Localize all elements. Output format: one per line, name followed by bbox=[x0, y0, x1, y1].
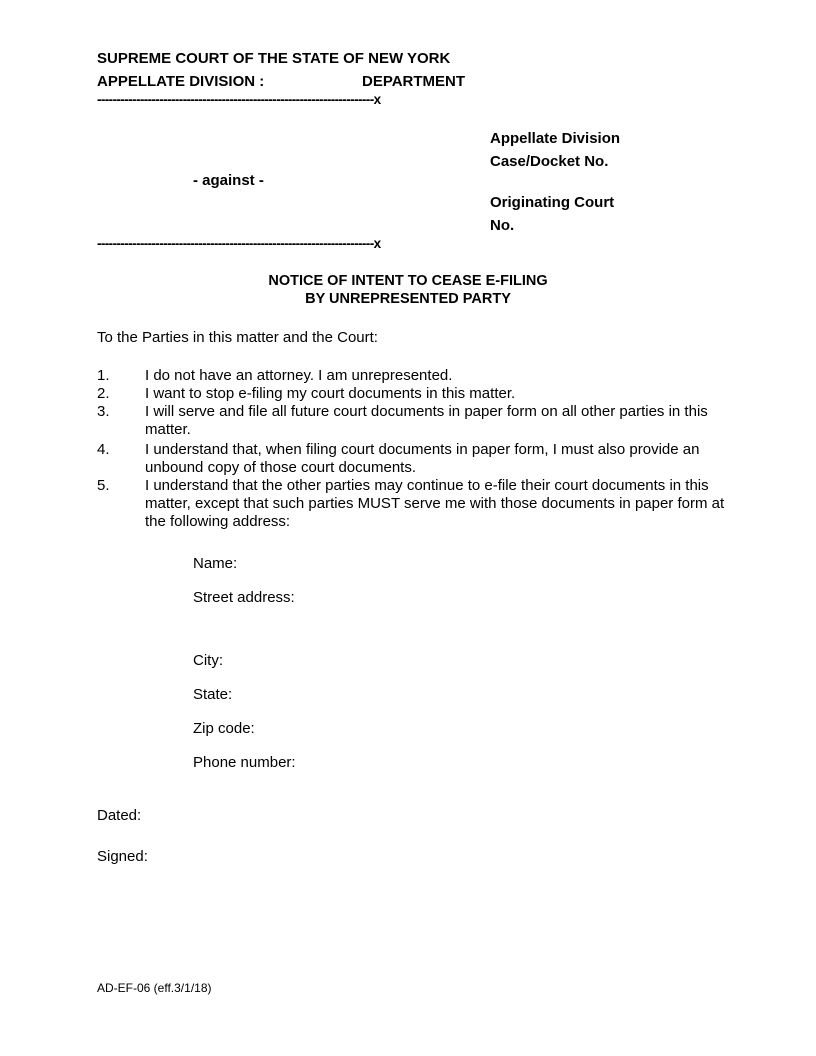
zip-code-field-label: Zip code: bbox=[193, 720, 255, 737]
caption-separator-bottom: -----------------------------------------------------------------------x bbox=[97, 236, 381, 251]
list-item: I will serve and file all future court documents in paper form on all other parties in this matter. bbox=[145, 403, 708, 438]
caption-separator-top: -----------------------------------------------------------------------x bbox=[97, 92, 381, 107]
docket-label-line1: Appellate Division bbox=[490, 130, 621, 147]
against-label: - against - bbox=[193, 172, 264, 189]
item-number: 4. bbox=[97, 441, 110, 458]
department-label: DEPARTMENT bbox=[362, 73, 466, 90]
salutation: To the Parties in this matter and the Court: bbox=[97, 329, 378, 346]
list-item: I do not have an attorney. I am unrepresented. bbox=[145, 367, 453, 384]
item-number: 3. bbox=[97, 403, 110, 420]
item-number: 2. bbox=[97, 385, 110, 402]
signed-label: Signed: bbox=[97, 848, 148, 865]
division-label: APPELLATE DIVISION : bbox=[97, 73, 265, 90]
state-field-label: State: bbox=[193, 686, 233, 703]
item-number: 1. bbox=[97, 367, 110, 384]
list-item: I understand that the other parties may continue to e-file their court documents in this matter, except that such parties MUST serve me with those documents in paper form at the following address: bbox=[145, 477, 725, 530]
notice-title-line1: NOTICE OF INTENT TO CEASE E-FILING bbox=[268, 273, 548, 289]
notice-title-line2: BY UNREPRESENTED PARTY bbox=[305, 291, 511, 307]
phone-number-field-label: Phone number: bbox=[193, 754, 296, 771]
form-id: AD-EF-06 (eff.3/1/18) bbox=[97, 981, 212, 995]
dated-label: Dated: bbox=[97, 807, 142, 824]
name-field-label: Name: bbox=[193, 555, 238, 572]
originating-court-label-line1: Originating Court bbox=[490, 194, 615, 211]
item-number: 5. bbox=[97, 477, 110, 494]
street-address-field-label: Street address: bbox=[193, 589, 295, 606]
city-field-label: City: bbox=[193, 652, 223, 669]
court-name: SUPREME COURT OF THE STATE OF NEW YORK bbox=[97, 50, 451, 67]
docket-label-line2: Case/Docket No. bbox=[490, 153, 609, 170]
list-item: I want to stop e-filing my court documents in this matter. bbox=[145, 385, 516, 402]
originating-court-label-line2: No. bbox=[490, 217, 515, 234]
list-item: I understand that, when filing court documents in paper form, I must also provide an unbound copy of those court documents. bbox=[145, 441, 700, 476]
